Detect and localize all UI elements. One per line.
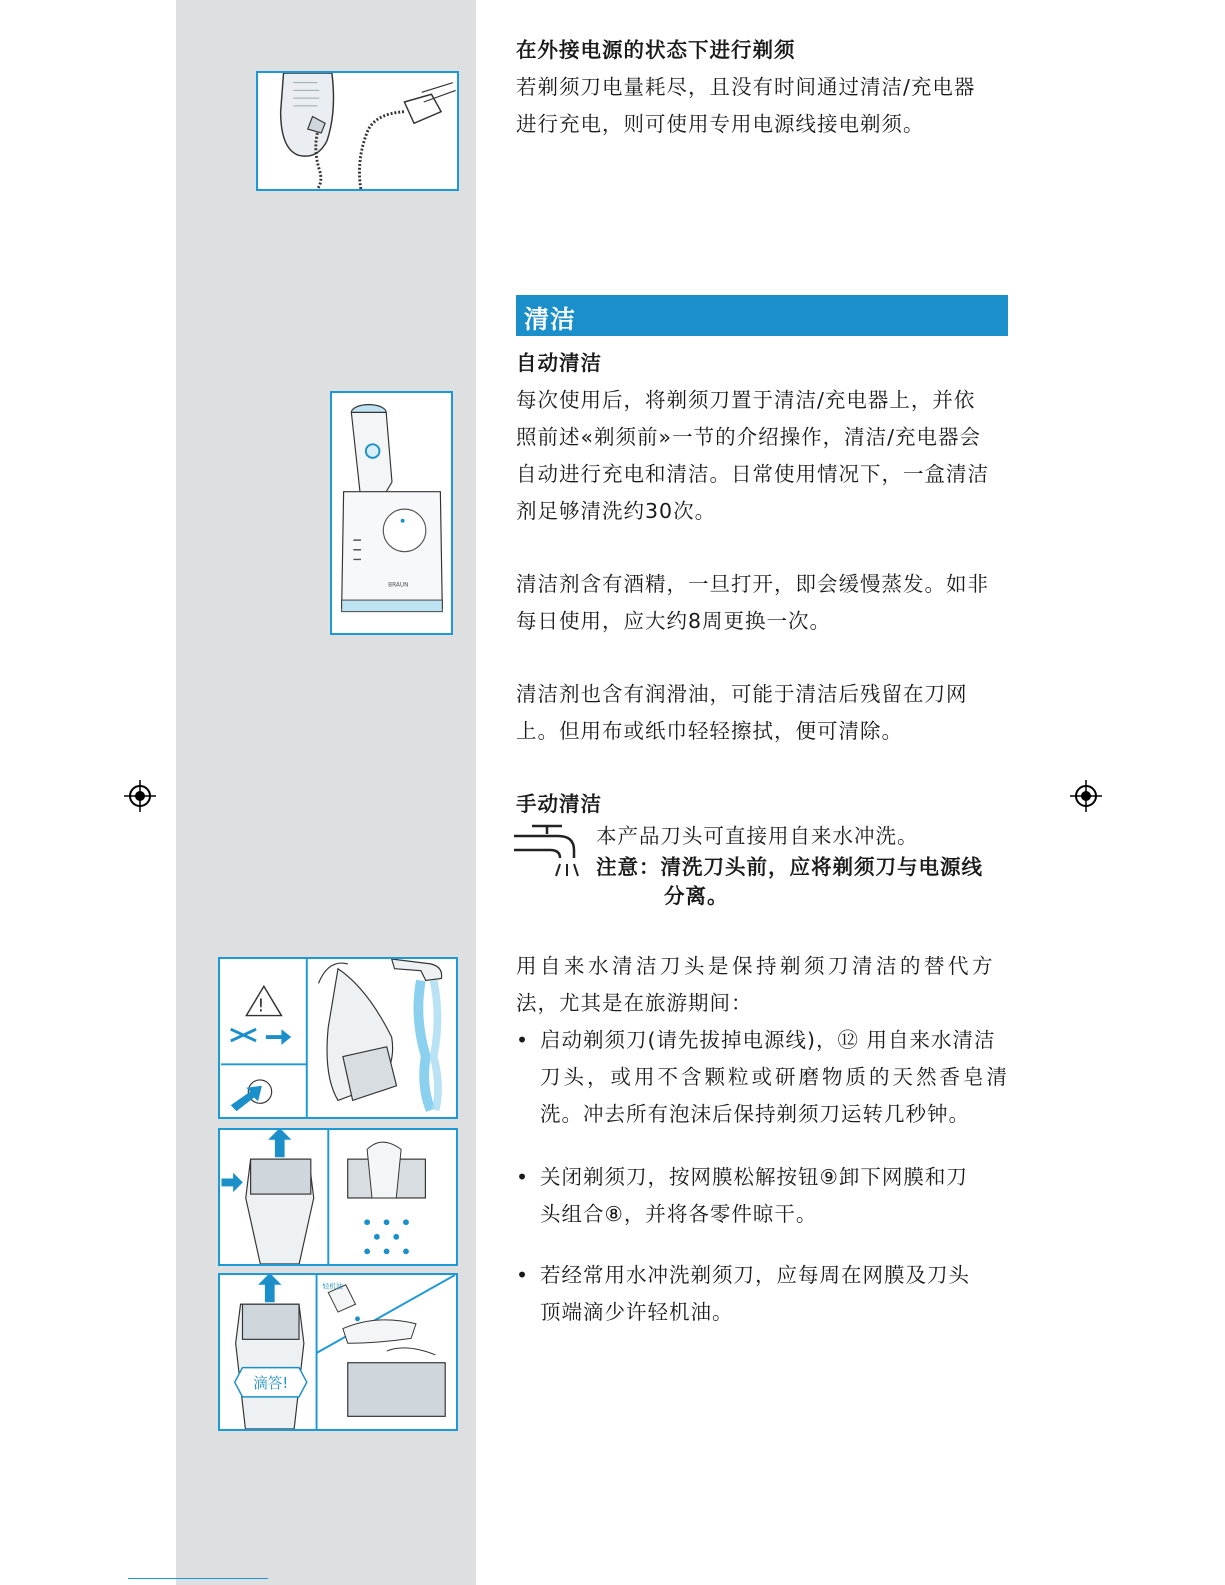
auto-cleaning-p1-line-2: 照前述«剃须前»一节的介绍操作，清洁/充电器会 <box>516 425 981 449</box>
cleaning-heading-bar <box>516 295 1008 336</box>
bullet-2-line-1: 关闭剃须刀，按网膜松解按钮⑨卸下网膜和刀 <box>540 1165 968 1189</box>
external-power-line-1: 若剃须刀电量耗尽，且没有时间通过清洁/充电器 <box>516 75 976 99</box>
bullet-3-line-1: 若经常用水冲洗剃须刀，应每周在网膜及刀头 <box>540 1263 970 1287</box>
bullet-mark: • <box>516 1263 530 1287</box>
bullet-mark: • <box>516 1165 530 1189</box>
bottom-rule <box>128 1577 268 1579</box>
auto-cleaning-p2-line-2: 每日使用，应大约8周更换一次。 <box>516 609 832 633</box>
section-title-external-power: 在外接电源的状态下进行剃须 <box>516 38 796 62</box>
svg-text:!: ! <box>257 996 265 1017</box>
manual-cleaning-title: 手动清洁 <box>516 792 602 816</box>
brand-label: BRAUN <box>388 582 409 589</box>
figure-clean-charge-station <box>330 391 453 635</box>
bullet-2-line-2: 头组合⑧，并将各零件晾干。 <box>540 1202 818 1226</box>
water-tap-icon <box>514 822 580 878</box>
registration-mark-icon <box>1070 780 1102 812</box>
registration-mark-icon <box>124 780 156 812</box>
auto-cleaning-p3-line-1: 清洁剂也含有润滑油，可能于清洁后残留在刀网 <box>516 682 968 706</box>
tap-rinse-line: 本产品刀头可直接用自来水冲洗。 <box>596 824 919 848</box>
tap-note-line-1: 注意：清洗刀头前，应将剃须刀与电源线 <box>596 855 983 879</box>
tap-note-line-2: 分离。 <box>664 884 729 908</box>
oil-label: 轻机油 <box>322 1282 343 1291</box>
auto-cleaning-p1-line-1: 每次使用后，将剃须刀置于清洁/充电器上，并依 <box>516 388 976 412</box>
bullet-1-line-1: 启动剃须刀(请先拔掉电源线)，⑫ 用自来水清洁 <box>540 1028 996 1052</box>
drip-label: 滴答! <box>253 1375 289 1393</box>
bullet-1-line-2: 刀头，或用不含颗粒或研磨物质的天然香皂清 <box>540 1065 1010 1089</box>
external-power-line-2: 进行充电，则可使用专用电源线接电剃须。 <box>516 112 925 136</box>
bullet-mark: • <box>516 1028 530 1052</box>
figure-power-cord <box>256 71 459 191</box>
auto-cleaning-title: 自动清洁 <box>516 351 602 375</box>
figure-oil-foil <box>218 1273 458 1431</box>
auto-cleaning-p1-line-4: 剂足够清洗约30次。 <box>516 499 717 523</box>
cleaning-heading: 清洁 <box>524 305 577 334</box>
figure-rinse-tap <box>218 957 458 1119</box>
manual-intro-line-1: 用自来水清洁刀头是保持剃须刀清洁的替代方 <box>516 954 996 978</box>
manual-intro-line-2: 法，尤其是在旅游期间： <box>516 991 753 1015</box>
figure-remove-foil <box>218 1128 458 1266</box>
auto-cleaning-p3-line-2: 上。但用布或纸巾轻轻擦拭，便可清除。 <box>516 719 903 743</box>
bullet-1-line-3: 洗。冲去所有泡沫后保持剃须刀运转几秒钟。 <box>540 1102 970 1126</box>
auto-cleaning-p1-line-3: 自动进行充电和清洁。日常使用情况下，一盒清洁 <box>516 462 989 486</box>
bullet-3-line-2: 顶端滴少许轻机油。 <box>540 1300 734 1324</box>
auto-cleaning-p2-line-1: 清洁剂含有酒精，一旦打开，即会缓慢蒸发。如非 <box>516 572 989 596</box>
